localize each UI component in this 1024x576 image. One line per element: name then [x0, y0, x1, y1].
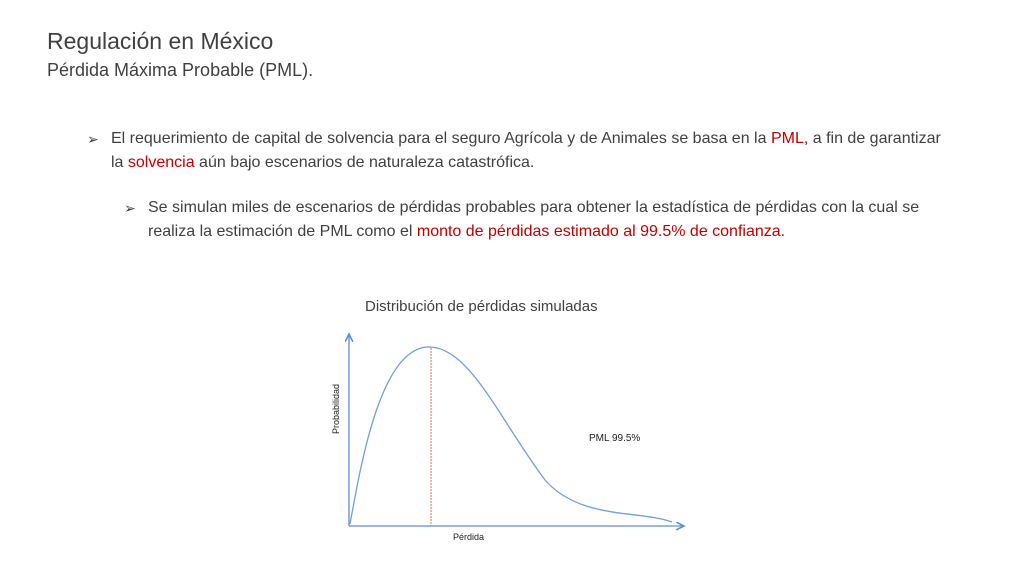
bullet-1-highlight-solvencia: solvencia — [127, 154, 195, 171]
slide-subtitle: Pérdida Máxima Probable (PML). — [47, 60, 314, 80]
bullet-2-part-0: Se simulan miles de escenarios de pérdidas probables para obtener la estadística de pérdidas con la cual se realiza la estimación de PML como el — [148, 199, 920, 240]
arrow-bullet-icon: ➢ — [87, 131, 99, 147]
y-axis-label: Probabilidad — [331, 383, 341, 434]
bullet-1-part-0: El requerimiento de capital de solvencia para el seguro Agrícola y de Animales se basa en la — [111, 130, 771, 147]
arrow-bullet-icon: ➢ — [124, 200, 136, 216]
slide-title: Regulación en México — [47, 28, 274, 54]
x-axis-label: Pérdida — [453, 532, 485, 542]
chart-title: Distribución de pérdidas simuladas — [365, 298, 598, 315]
bullet-1-part-2: a fin de garantizar la — [111, 130, 941, 171]
bullet-2-highlight-monto: monto de pérdidas estimado al 99.5% de confianza. — [416, 223, 786, 240]
bullet-1-highlight-pml: PML, — [770, 130, 809, 147]
bullet-1-part-4: aún bajo escenarios de naturaleza catastrófica. — [194, 154, 535, 171]
pml-annotation: PML 99.5% — [589, 433, 641, 444]
